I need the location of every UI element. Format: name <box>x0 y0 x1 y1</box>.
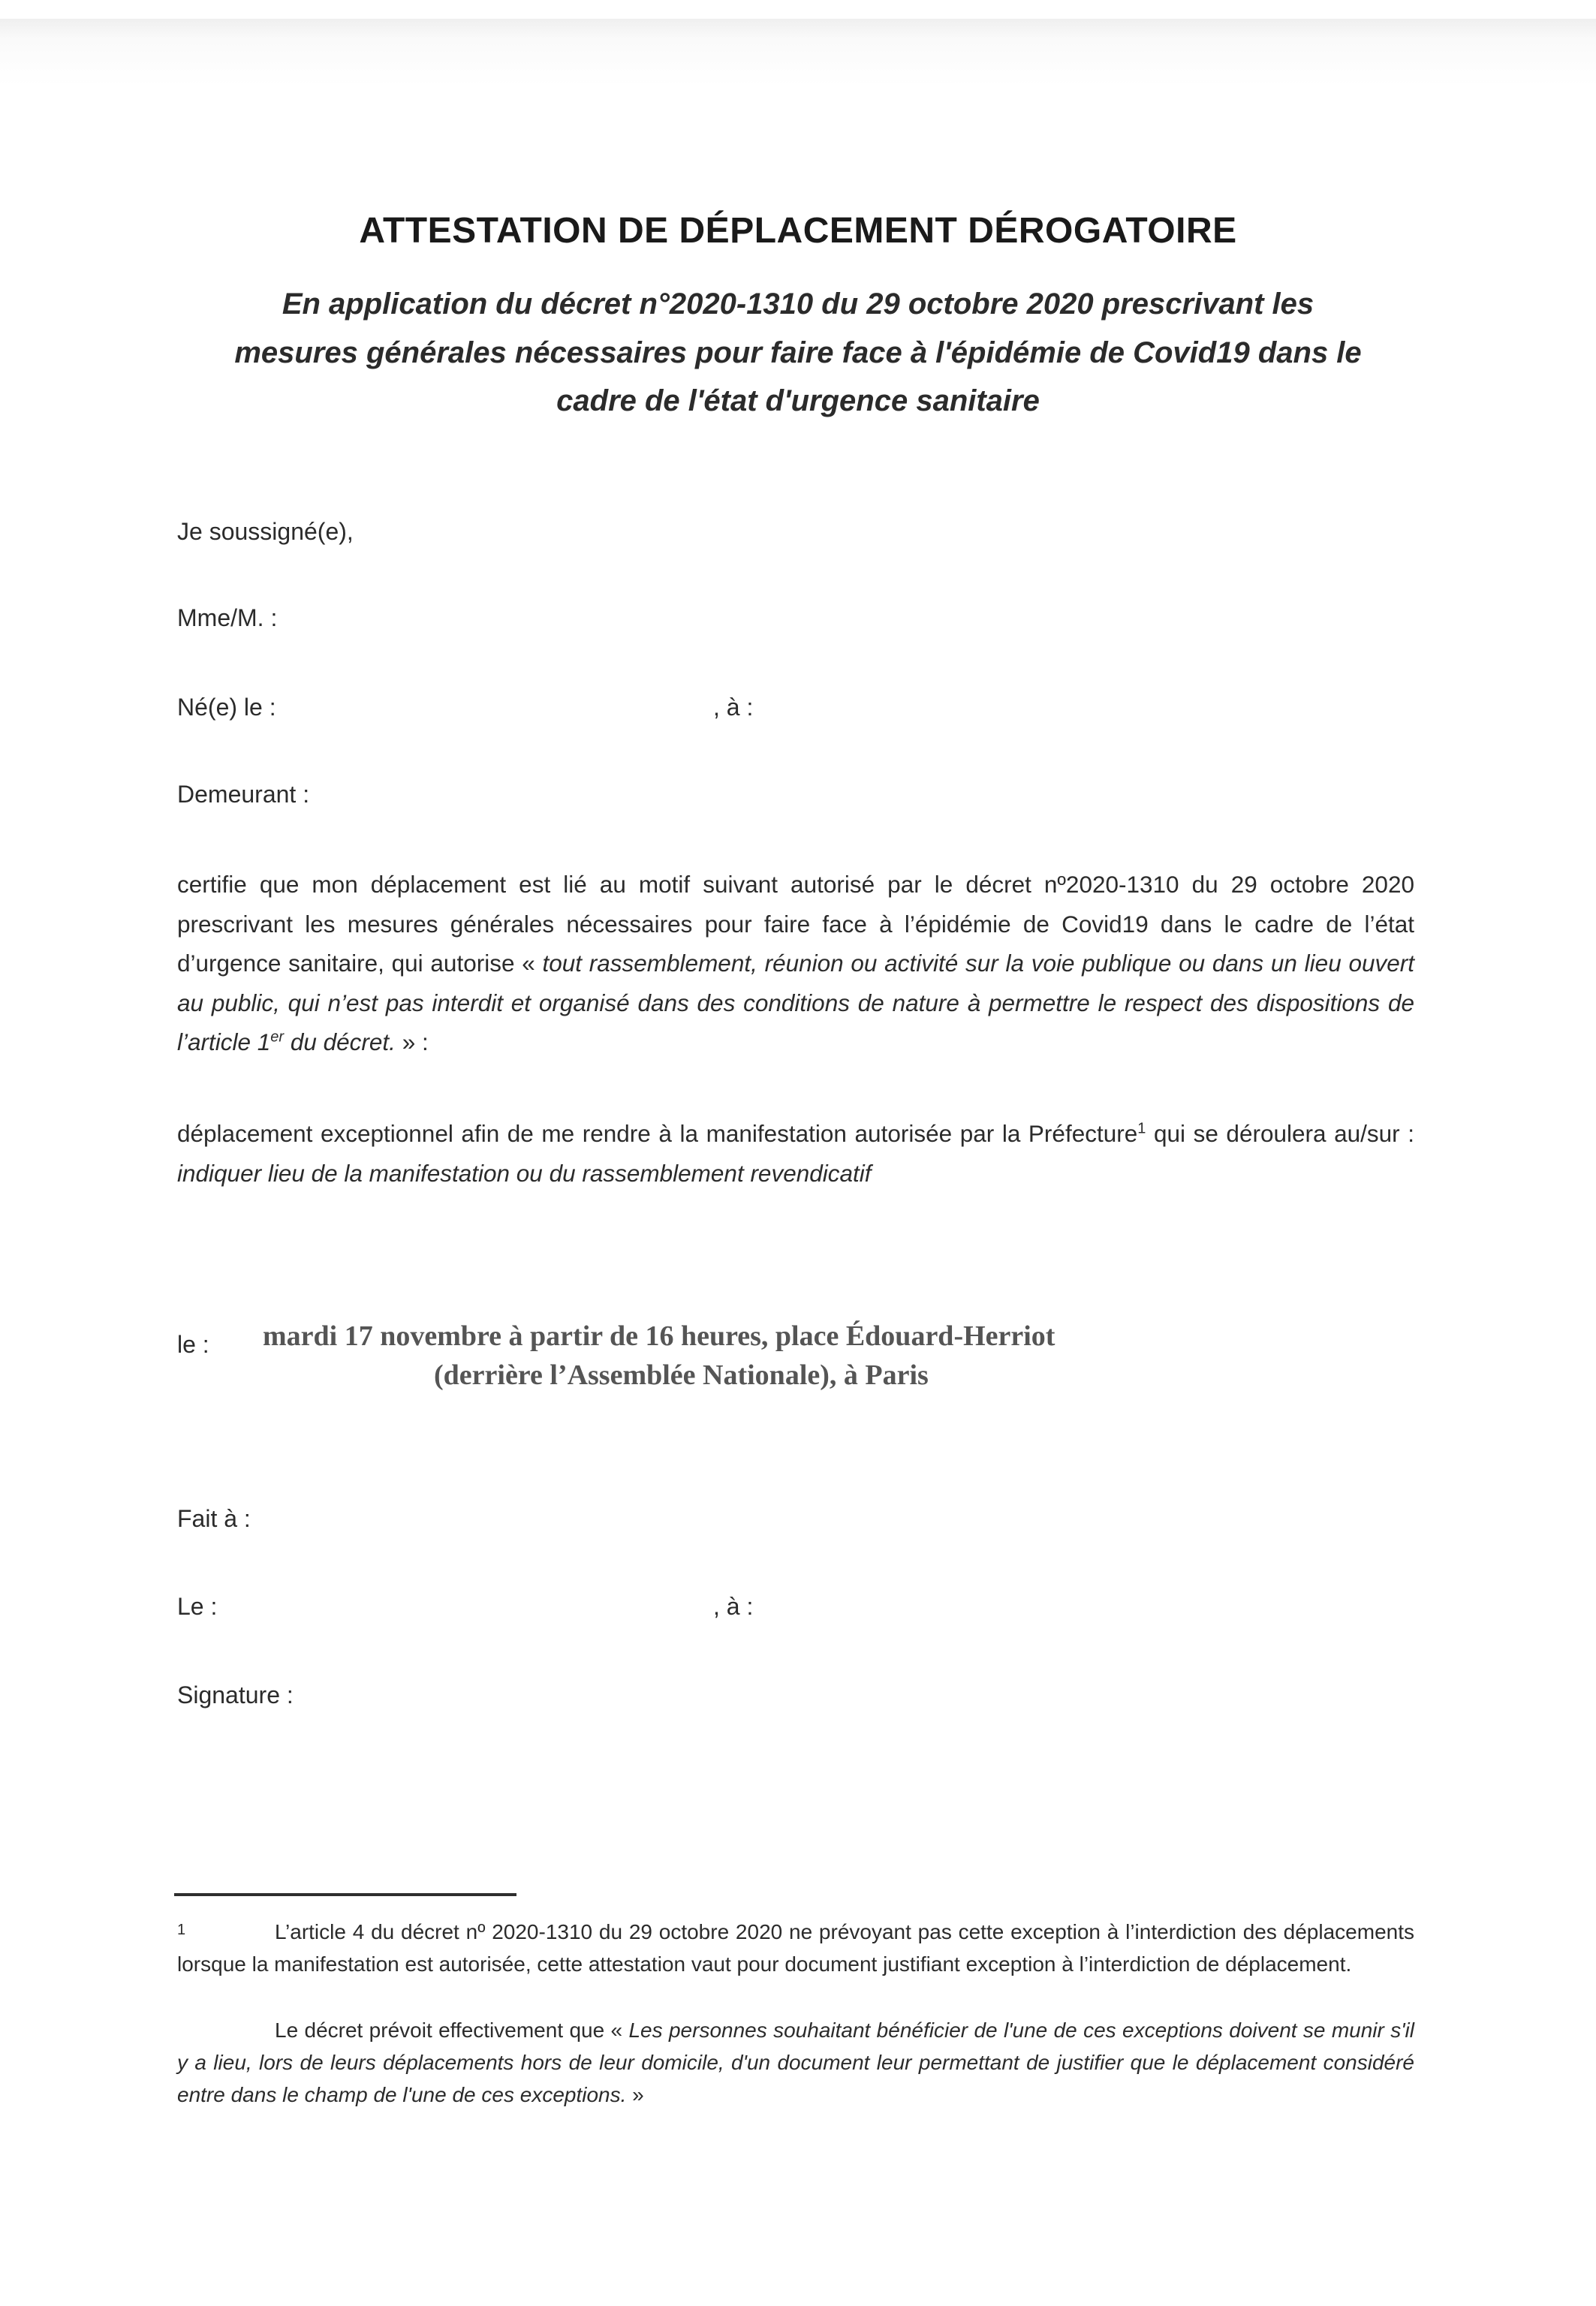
address-label: Demeurant : <box>177 781 310 808</box>
name-label: Mme/M. : <box>177 604 278 631</box>
subtitle-line-1: En application du décret n°2020-1310 du 29 octobre 2020 prescrivant les <box>282 287 1314 321</box>
event-details-line-2[interactable]: (derrière l’Assemblée Nationale), à Paris <box>434 1359 929 1391</box>
date-field[interactable] <box>177 1593 217 1621</box>
signature-label: Signature : <box>177 1681 294 1708</box>
address-field[interactable] <box>177 781 309 808</box>
date-label: Le : <box>177 1593 218 1620</box>
footnote-number: 1 <box>177 1922 186 1938</box>
decree-quote: tout rassemblement, réunion ou activité sur la voie publique ou dans un lieu ouvert au public, qui n’est pas interdit et organisé dans des conditions de nature à permettre le respect des dispositions de l’article 1 <box>177 950 1414 1055</box>
event-date-label: le : <box>177 1331 209 1358</box>
quote-close: » : <box>395 1028 429 1055</box>
birthplace-field[interactable] <box>713 694 753 721</box>
footnote-paragraph-2 <box>177 2014 1414 2111</box>
footnote-2-text: Le décret prévoit effectivement que « <box>275 2019 629 2042</box>
made-at-label: Fait à : <box>177 1505 251 1532</box>
intro-text: Je soussigné(e), <box>177 518 354 545</box>
motive-paragraph <box>177 1114 1414 1193</box>
superscript-er: er <box>270 1028 285 1046</box>
decree-quote-end: du décret. <box>284 1028 396 1055</box>
footnote-paragraph-1: L’article 4 du décret nº 2020-1310 du 29 octobre 2020 ne prévoyant pas cette exception à l’interdiction des déplacements lorsque la manifestation est autorisée, cette attestation vaut pour document justifiant exception à l’interdiction de déplacement. <box>177 1920 1414 1976</box>
document-title: ATTESTATION DE DÉPLACEMENT DÉROGATOIRE <box>359 211 1237 251</box>
event-details-line-1[interactable]: mardi 17 novembre à partir de 16 heures, place Édouard-Herriot <box>263 1320 1055 1352</box>
footnote-separator <box>174 1893 516 1896</box>
birth-date-field[interactable] <box>177 694 276 721</box>
certify-paragraph <box>177 865 1414 1062</box>
location-instruction: indiquer lieu de la manifestation ou du rassemblement revendicatif <box>177 1159 872 1187</box>
motive-text: déplacement exceptionnel afin de me rendre à la manifestation autorisée par la Préfecture <box>177 1120 1138 1147</box>
subtitle-line-3: cadre de l'état d'urgence sanitaire <box>556 384 1040 417</box>
footnote-2-quote: Les personnes souhaitant bénéficier de l'une de ces exceptions doivent se munir s'il y a lieu, lors de leurs déplacements hors de leur domicile, d'un document leur permettant de justifier que le déplacement considéré entre dans le champ de l'une de ces exceptions. <box>177 2019 1414 2106</box>
certify-text: certifie que mon déplacement est lié au motif suivant autorisé par le décret nº2020-1310 du 29 octobre 2020 prescrivant les mesures générales nécessaires pour faire face à l’épidémie de Covid19 dans le cadre de l’état d’urgence sanitaire, qui autorise « <box>177 871 1414 977</box>
name-field[interactable] <box>177 604 277 632</box>
footnote-2-close: » <box>626 2083 644 2106</box>
time-field[interactable] <box>713 1593 753 1621</box>
subtitle-line-2: mesures générales nécessaires pour faire face à l'épidémie de Covid19 dans le <box>234 336 1362 369</box>
birth-date-label: Né(e) le : <box>177 694 276 721</box>
motive-text-2: qui se déroulera au/sur : <box>1146 1120 1414 1147</box>
footnote-reference[interactable]: 1 <box>1137 1120 1146 1137</box>
time-label: , à : <box>713 1593 754 1620</box>
made-at-field[interactable] <box>177 1505 251 1533</box>
birthplace-label: , à : <box>713 694 754 721</box>
